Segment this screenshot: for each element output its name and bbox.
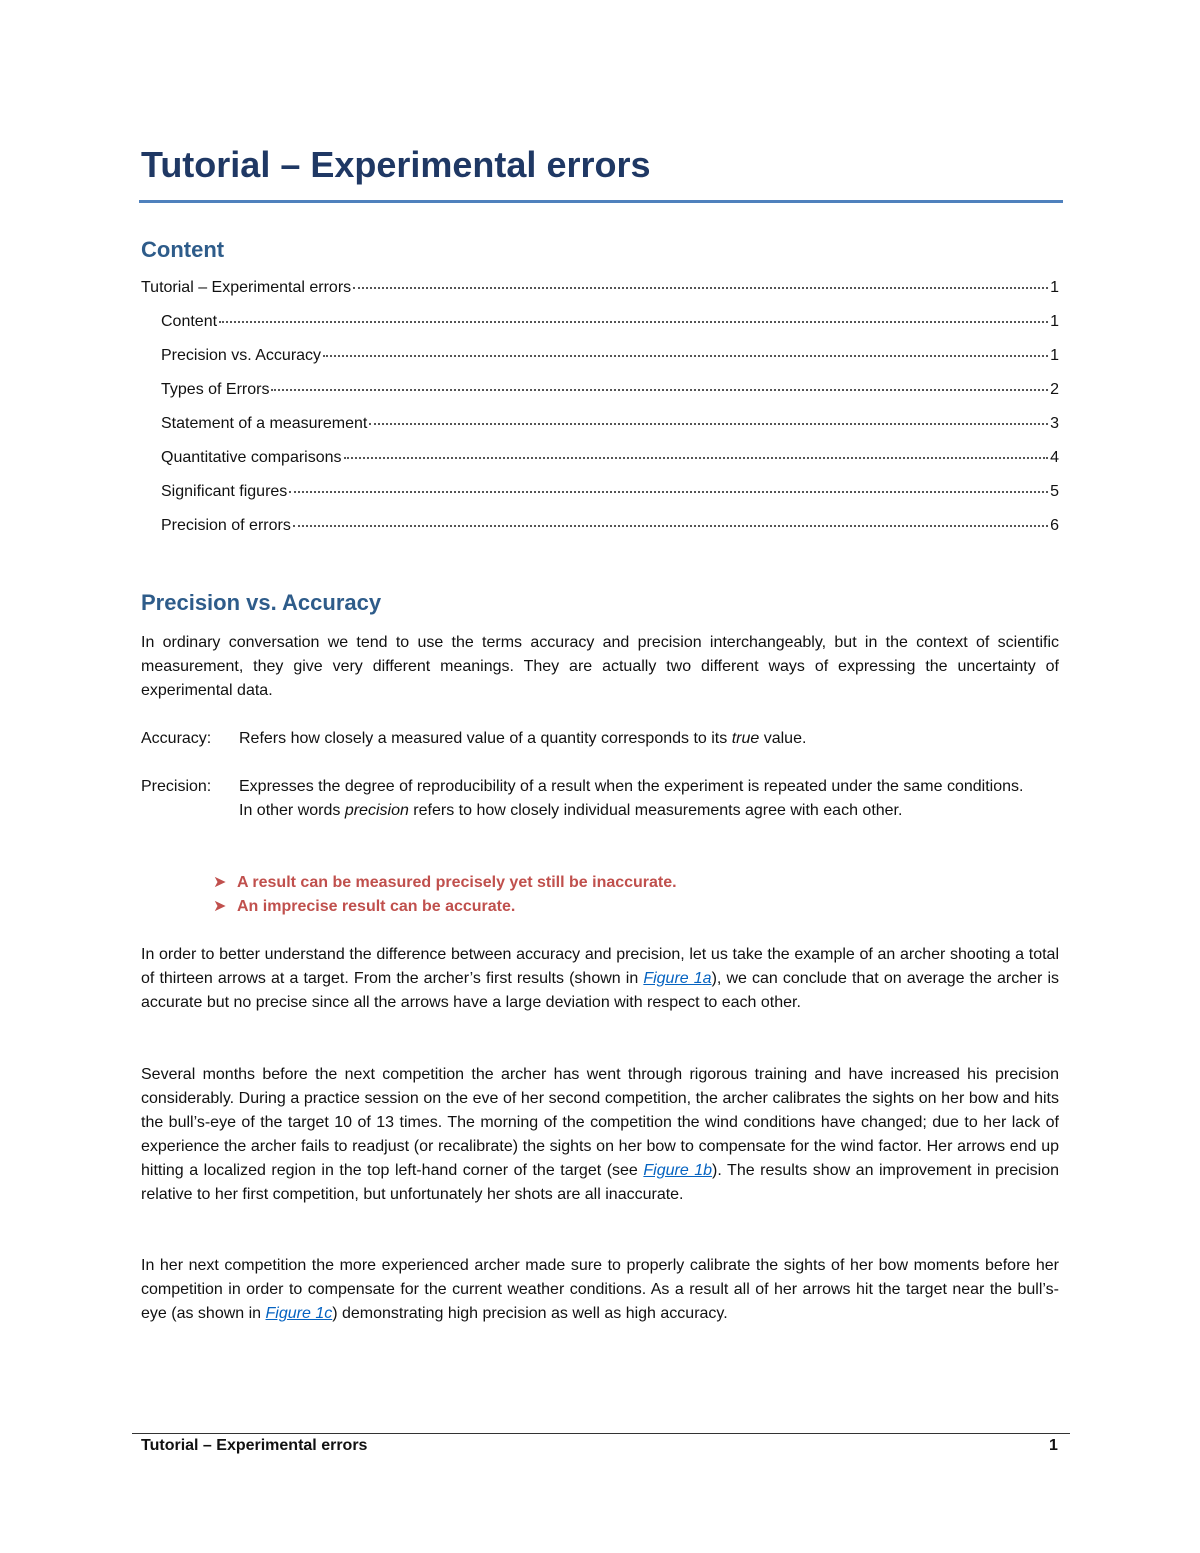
- footer-title: Tutorial – Experimental errors: [141, 1437, 368, 1454]
- toc-entry[interactable]: [141, 279, 1059, 313]
- definition-emphasis: precision: [344, 802, 409, 819]
- footer-rule: [132, 1433, 1070, 1434]
- definition-term: Accuracy:: [141, 730, 212, 747]
- toc-entry-label: Significant figures: [161, 483, 288, 500]
- toc-entry-page: 3: [1050, 415, 1059, 432]
- definition-text: refers to how closely individual measurements agree with each other.: [408, 802, 903, 819]
- figure-1c-link[interactable]: Figure 1c: [265, 1305, 333, 1322]
- figure-1b-link[interactable]: Figure 1b: [643, 1162, 713, 1179]
- title-rule: [139, 200, 1063, 203]
- toc-entry[interactable]: [141, 517, 1059, 551]
- key-points-list: [213, 871, 677, 919]
- page-title: Tutorial – Experimental errors: [141, 144, 651, 185]
- toc-leader: [323, 354, 1048, 357]
- toc-leader: [344, 456, 1049, 459]
- toc-entry-label: Tutorial – Experimental errors: [141, 279, 352, 296]
- definition-text: Expresses the degree of reproducibility of a result when the experiment is repeated under the same conditions. In other words: [239, 778, 1024, 819]
- definition-text: Refers how closely a measured value of a quantity corresponds to its: [239, 730, 732, 747]
- table-of-contents: [141, 279, 1059, 551]
- toc-entry-page: 2: [1050, 381, 1059, 398]
- toc-entry-page: 1: [1050, 313, 1059, 330]
- section-heading: Precision vs. Accuracy: [141, 590, 382, 615]
- toc-entry-page: 6: [1050, 517, 1059, 534]
- toc-leader: [271, 388, 1048, 391]
- toc-leader: [219, 320, 1048, 323]
- toc-entry[interactable]: [141, 483, 1059, 517]
- toc-entry[interactable]: [141, 347, 1059, 381]
- definition-body: [239, 727, 1039, 751]
- definition-text: value.: [759, 730, 807, 747]
- definition-term: Precision:: [141, 778, 212, 795]
- paragraph-text: ). The results show an improvement in precision relative to her first competition, but unfortunately her shots are all inaccurate.: [141, 1162, 1060, 1203]
- paragraph-text: ), we can conclude that on average the archer is accurate but no precise since all the arrows have a large deviation with respect to each other.: [141, 970, 1059, 1011]
- key-point: [213, 895, 677, 919]
- arrow-bullet-icon: ➤: [213, 898, 227, 915]
- footer-page-number: 1: [1049, 1437, 1058, 1454]
- figure-1a-link[interactable]: Figure 1a: [643, 970, 712, 987]
- toc-entry-page: 5: [1050, 483, 1059, 500]
- definition-emphasis: true: [731, 730, 760, 747]
- paragraph-text: In order to better understand the difference between accuracy and precision, let us take the example of an archer shooting a total of thirteen arrows at a target. From the archer’s first results (shown in: [141, 946, 1059, 987]
- toc-leader: [369, 422, 1048, 425]
- key-point-text: A result can be measured precisely yet still be inaccurate.: [237, 874, 677, 891]
- intro-paragraph: In ordinary conversation we tend to use the terms accuracy and precision interchangeably, but in the context of scientific measurement, they give very different meanings. They are actually two different ways of expressing the uncertainty of experimental data.: [141, 634, 1059, 699]
- toc-entry-label: Precision vs. Accuracy: [161, 347, 322, 364]
- toc-entry[interactable]: [141, 415, 1059, 449]
- key-point-text: An imprecise result can be accurate.: [237, 898, 516, 915]
- toc-entry[interactable]: [141, 381, 1059, 415]
- paragraph-text: In her next competition the more experienced archer made sure to properly calibrate the sights of her bow moments before her competition in order to compensate for the current weather conditions. As a result all of her arrows hit the target near the bull’s-eye (as shown in: [141, 1257, 1059, 1322]
- toc-entry[interactable]: [141, 313, 1059, 347]
- paragraph-text: Several months before the next competition the archer has went through rigorous training and have increased his precision considerably. During a practice session on the eve of her second competition, the archer calibrates the sights on her bow and hits the bull’s-eye of the target 10 of 13 times. The morning of the competition the wind conditions have changed; due to her lack of experience the archer fails to readjust (or recalibrate) the sights on her bow to compensate for the wind factor. Her arrows end up hitting a localized region in the top left-hand corner of the target (see: [141, 1066, 1059, 1179]
- toc-entry[interactable]: [141, 449, 1059, 483]
- key-point: [213, 871, 677, 895]
- toc-entry-label: Quantitative comparisons: [161, 449, 342, 466]
- toc-leader: [289, 490, 1048, 493]
- toc-heading: Content: [141, 237, 225, 262]
- toc-entry-label: Precision of errors: [161, 517, 291, 534]
- toc-leader: [353, 286, 1048, 289]
- toc-entry-page: 1: [1050, 347, 1059, 364]
- toc-entry-label: Content: [161, 313, 218, 330]
- toc-entry-label: Statement of a measurement: [161, 415, 368, 432]
- archer-paragraph-3: [141, 1254, 1059, 1326]
- archer-paragraph-2: [141, 1063, 1059, 1207]
- arrow-bullet-icon: ➤: [213, 874, 227, 891]
- toc-leader: [293, 524, 1048, 527]
- paragraph-text: ) demonstrating high precision as well as high accuracy.: [332, 1305, 728, 1322]
- toc-entry-label: Types of Errors: [161, 381, 270, 398]
- toc-entry-page: 4: [1050, 449, 1059, 466]
- definition-body: [239, 775, 1039, 823]
- archer-paragraph-1: [141, 943, 1059, 1015]
- toc-entry-page: 1: [1050, 279, 1059, 296]
